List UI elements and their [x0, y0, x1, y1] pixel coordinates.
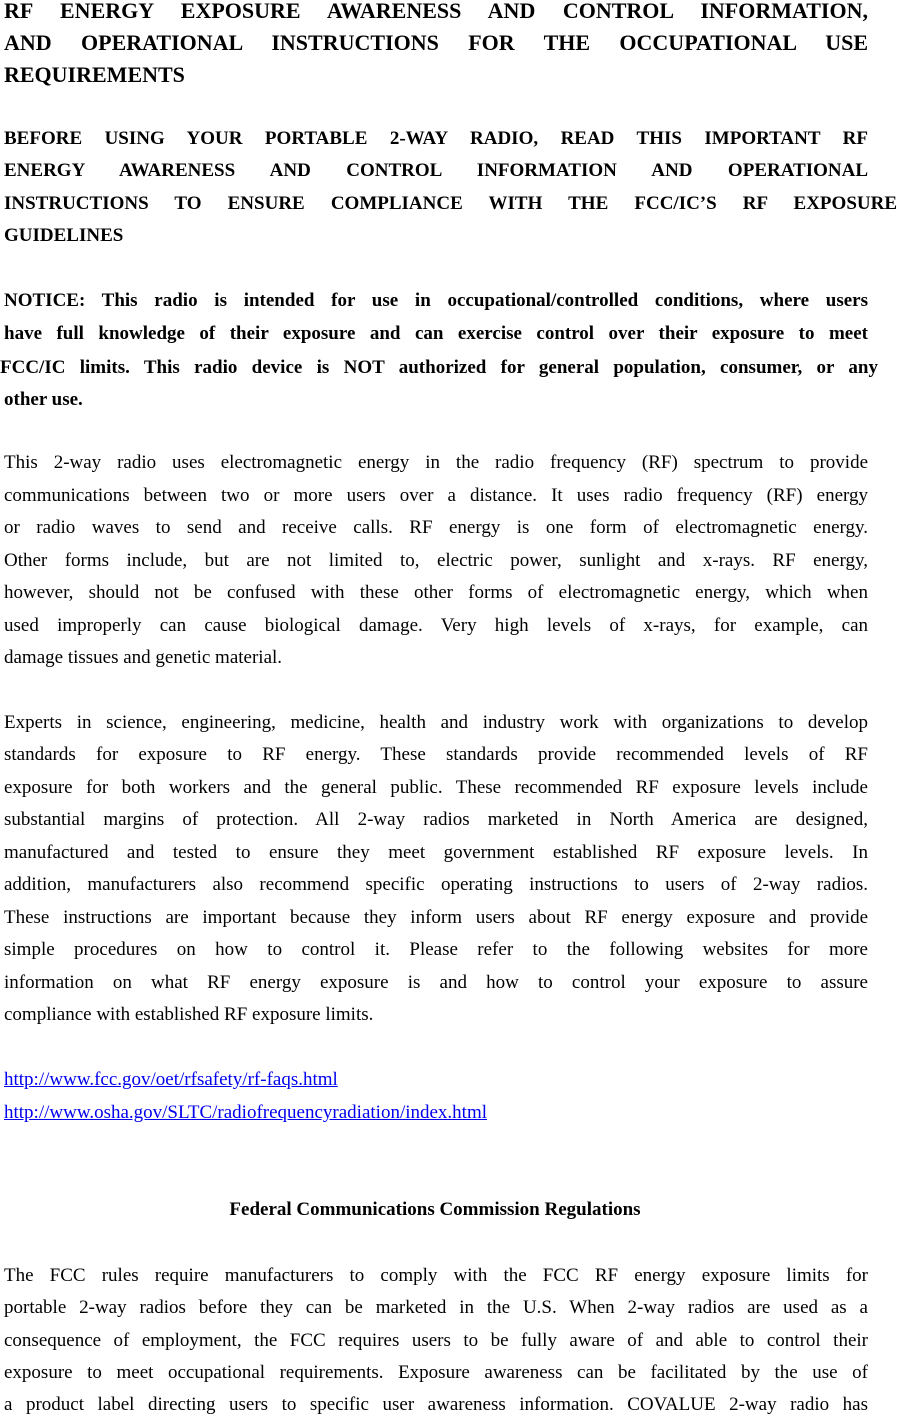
- paragraph-line: simple procedures on how to control it. Please refer to the following websites for more: [4, 939, 868, 960]
- paragraph-line: substantial margins of protection. All 2-way radios marketed in North America are designed,: [4, 809, 868, 830]
- paragraph-line: portable 2-way radios before they can be marketed in the U.S. When 2-way radios are used as a: [4, 1297, 868, 1318]
- notice-line: have full knowledge of their exposure and can exercise control over their exposure to meet: [4, 323, 868, 344]
- paragraph-line: exposure to meet occupational requirements. Exposure awareness can be facilitated by the use of: [4, 1362, 868, 1383]
- heading-line: ENERGY AWARENESS AND CONTROL INFORMATION AND OPERATIONAL: [4, 160, 868, 181]
- paragraph-line: consequence of employment, the FCC requires users to be fully aware of and able to control their: [4, 1330, 868, 1351]
- paragraph-line: standards for exposure to RF energy. These standards provide recommended levels of RF: [4, 744, 868, 765]
- paragraph-line: damage tissues and genetic material.: [4, 647, 283, 668]
- paragraph-line: addition, manufacturers also recommend specific operating instructions to users of 2-way radios.: [4, 874, 868, 895]
- heading-line: GUIDELINES: [4, 225, 124, 246]
- notice-line: other use.: [4, 389, 83, 410]
- paragraph-line: The FCC rules require manufacturers to comply with the FCC RF energy exposure limits for: [4, 1265, 868, 1286]
- title-line: AND OPERATIONAL INSTRUCTIONS FOR THE OCCUPATIONAL USE: [4, 30, 868, 55]
- title-line: REQUIREMENTS: [4, 62, 185, 87]
- notice-line: NOTICE: This radio is intended for use in occupational/controlled conditions, where users: [4, 290, 868, 311]
- paragraph-line: Other forms include, but are not limited to, electric power, sunlight and x-rays. RF energy,: [4, 550, 868, 571]
- notice-line: FCC/IC limits. This radio device is NOT authorized for general population, consumer, or any: [0, 357, 878, 378]
- paragraph-line: information on what RF energy exposure is and how to control your exposure to assure: [4, 972, 868, 993]
- fcc-rf-faq-link[interactable]: http://www.fcc.gov/oet/rfsafety/rf-faqs.html: [4, 1069, 338, 1090]
- paragraph-line: manufactured and tested to ensure they meet government established RF exposure levels. In: [4, 842, 868, 863]
- fcc-regulations-heading: Federal Communications Commission Regulations: [229, 1199, 641, 1220]
- paragraph-line: Experts in science, engineering, medicine, health and industry work with organizations to develop: [4, 712, 868, 733]
- osha-rf-radiation-link[interactable]: http://www.osha.gov/SLTC/radiofrequencyradiation/index.html: [4, 1102, 488, 1123]
- paragraph-line: a product label directing users to specific user awareness information. COVALUE 2-way radio has: [4, 1394, 868, 1415]
- heading-line: BEFORE USING YOUR PORTABLE 2-WAY RADIO, READ THIS IMPORTANT RF: [4, 128, 868, 149]
- paragraph-line: used improperly can cause biological damage. Very high levels of x-rays, for example, can: [4, 615, 868, 636]
- title-line: RF ENERGY EXPOSURE AWARENESS AND CONTROL INFORMATION,: [4, 0, 868, 23]
- paragraph-line: exposure for both workers and the general public. These recommended RF exposure levels include: [4, 777, 868, 798]
- paragraph-line: These instructions are important because they inform users about RF energy exposure and provide: [4, 907, 868, 928]
- heading-line: INSTRUCTIONS TO ENSURE COMPLIANCE WITH THE FCC/IC’S RF EXPOSURE: [4, 193, 897, 214]
- paragraph-line: This 2-way radio uses electromagnetic energy in the radio frequency (RF) spectrum to provide: [4, 452, 868, 473]
- paragraph-line: however, should not be confused with these other forms of electromagnetic energy, which when: [4, 582, 868, 603]
- paragraph-line: compliance with established RF exposure limits.: [4, 1004, 374, 1025]
- paragraph-line: communications between two or more users over a distance. It uses radio frequency (RF) energy: [4, 485, 868, 506]
- paragraph-line: or radio waves to send and receive calls. RF energy is one form of electromagnetic energy.: [4, 517, 868, 538]
